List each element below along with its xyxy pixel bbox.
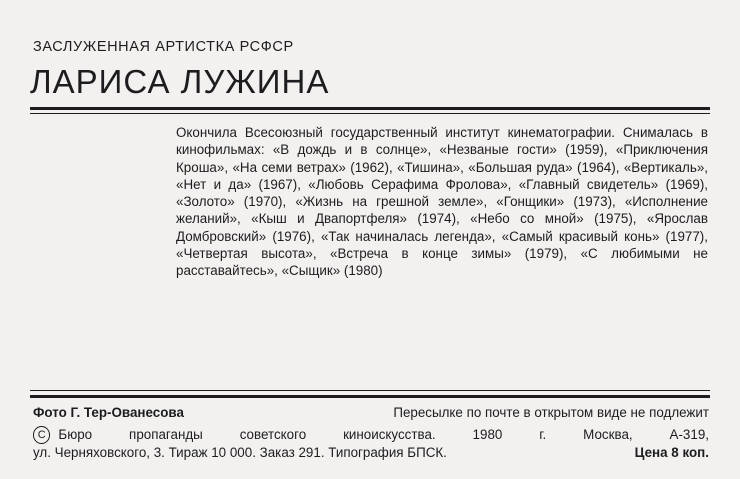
footer-rule-thin xyxy=(30,390,710,391)
photo-credit: Фото Г. Тер-Ованесова xyxy=(33,405,184,420)
header-rule-thick xyxy=(30,107,710,110)
address-line: ул. Черняховского, 3. Тираж 10 000. Заказ 291. Типография БПСК. xyxy=(33,445,447,460)
footer-row-1 xyxy=(33,404,709,422)
footer-rule-thick xyxy=(30,395,710,398)
copyright-icon: C xyxy=(33,426,50,444)
header-rule-thin xyxy=(30,113,710,114)
actress-name: ЛАРИСА ЛУЖИНА xyxy=(30,63,330,100)
copyright-block xyxy=(33,426,709,444)
subtitle: ЗАСЛУЖЕННАЯ АРТИСТКА РСФСР xyxy=(33,39,294,55)
mail-note: Пересылке по почте в открытом виде не подлежит xyxy=(393,405,709,420)
price: Цена 8 коп. xyxy=(634,445,709,460)
footer-row-2 xyxy=(33,426,709,444)
footer-row-3 xyxy=(33,444,709,462)
publisher-line: Бюро пропаганды советского киноискусства. 1980 г. Москва, А-319, xyxy=(58,427,709,442)
biography-text: Окончила Всесоюзный государственный институт кинематографии. Снималась в кинофильмах: «В дождь и в солнце», «Незваные гости» (1959), «Приключения Кроша», «На семи ветрах» (1962), «Тишина», «Большая руда» (1964), «Вертикаль», «Нет и да» (1967), «Любовь Серафима Фролова», «Главный свидетель» (1969), «Золото» (1970), «Жизнь на грешной земле», «Гонщики» (1973), «Исполнение желаний», «Кыш и Двапортфеля» (1974), «Небо со мной» (1975), «Ярослав Домбровский» (1976), «Так начиналась легенда», «Самый красивый конь» (1977), «Четвертая высота», «Встреча в конце зимы» (1979), «С любимыми не расставайтесь», «Сыщик» (1980) xyxy=(176,125,708,279)
